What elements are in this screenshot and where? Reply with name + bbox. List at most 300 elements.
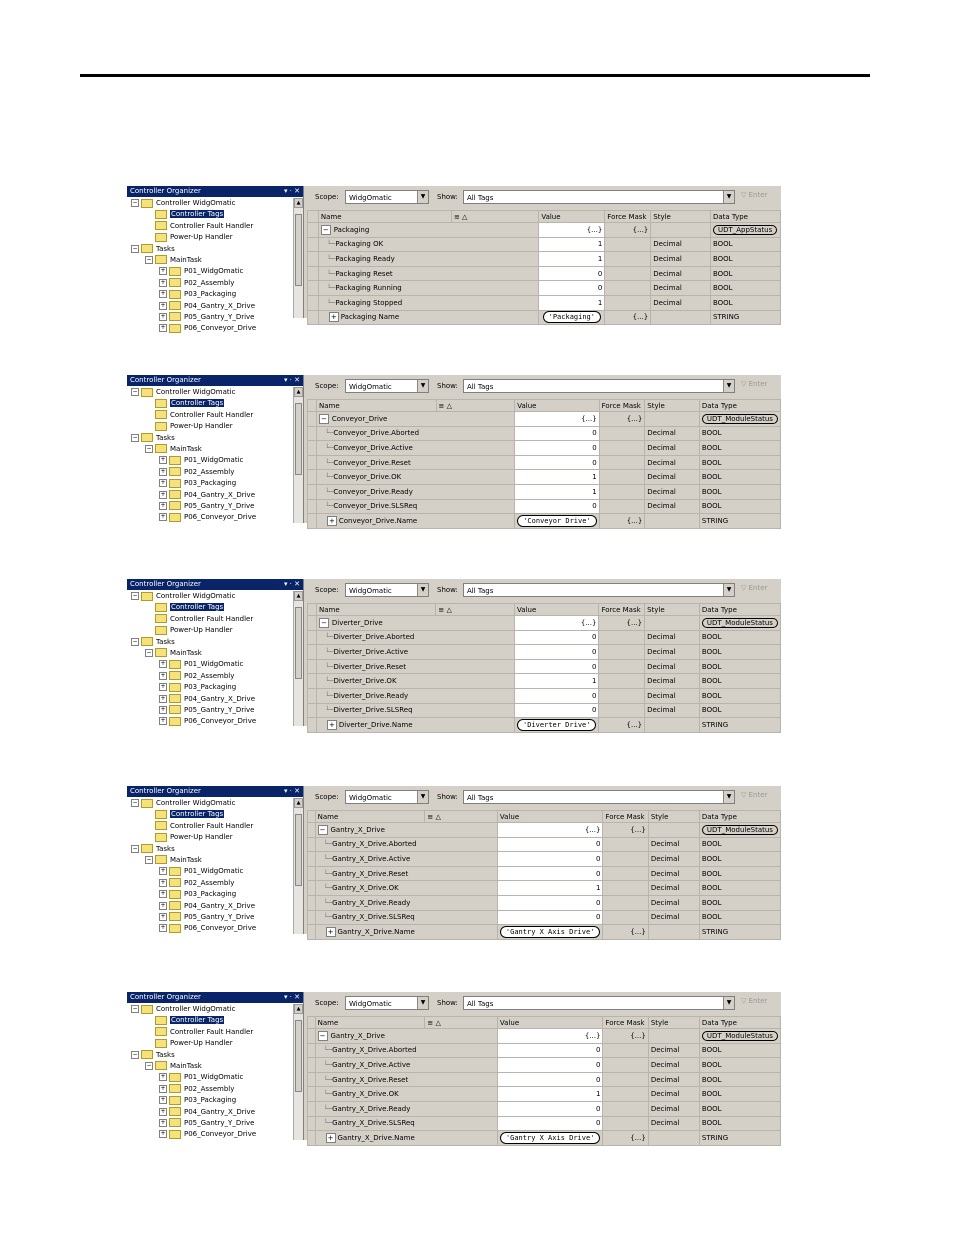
organizer-scrollbar[interactable] [293,1004,303,1140]
row-header[interactable] [308,1087,316,1102]
column-header-style[interactable]: Style [648,1017,699,1029]
row-header[interactable] [308,455,317,470]
table-row[interactable] [308,837,781,852]
expand-toggle-icon[interactable]: + [160,683,166,691]
force-mask-cell[interactable] [603,1116,648,1131]
tree-item[interactable] [131,1107,293,1118]
style-cell[interactable]: Decimal [651,295,711,310]
tree-item[interactable] [131,878,293,889]
expand-toggle-icon[interactable]: + [160,705,166,713]
table-row[interactable] [308,852,781,867]
style-cell[interactable]: Decimal [645,645,700,660]
column-header-name[interactable]: Name [316,400,436,412]
style-cell[interactable]: Decimal [645,674,700,689]
tag-name-cell[interactable] [316,412,514,427]
expand-toggle-icon[interactable]: − [146,255,152,263]
data-type-cell[interactable] [699,412,780,427]
tree-item[interactable] [131,659,293,670]
tag-name-cell[interactable] [317,616,515,631]
tree-item[interactable] [131,809,293,820]
style-cell[interactable]: Decimal [648,1116,699,1131]
filter-icon[interactable]: ▽ Enter [741,191,768,199]
force-mask-cell[interactable] [599,455,645,470]
value-cell[interactable]: {...} [497,1029,603,1044]
tree-item[interactable] [131,1004,293,1015]
tag-name-cell[interactable] [316,499,514,514]
tree-item[interactable] [131,591,293,602]
chevron-down-icon[interactable]: ▼ [723,584,734,596]
expand-toggle-icon[interactable]: + [160,717,166,725]
row-header[interactable] [308,426,317,441]
scroll-thumb[interactable] [295,607,302,679]
tag-name-cell[interactable] [315,1131,497,1146]
expand-toggle-icon[interactable]: + [160,1107,166,1115]
close-icon[interactable]: ▾ · ✕ [283,376,300,384]
data-type-cell[interactable] [710,223,780,238]
force-mask-cell[interactable] [605,295,651,310]
column-header-name[interactable]: Name [317,604,436,616]
force-mask-cell[interactable]: {...} [599,412,645,427]
expand-toggle-icon[interactable]: + [160,878,166,886]
value-cell[interactable]: 0 [515,659,599,674]
force-mask-cell[interactable] [603,1072,648,1087]
tag-name-cell[interactable] [315,1101,497,1116]
tree-item[interactable] [131,694,293,705]
tag-name-cell[interactable] [317,703,515,718]
table-row[interactable] [308,630,781,645]
expand-icon[interactable]: + [327,1133,334,1142]
tree-item[interactable] [131,467,293,478]
tag-name-cell[interactable] [315,1072,497,1087]
style-cell[interactable]: Decimal [648,910,699,925]
force-mask-cell[interactable] [605,281,651,296]
row-header[interactable] [308,852,316,867]
scroll-thumb[interactable] [295,403,302,475]
table-row[interactable] [308,310,781,325]
row-header[interactable] [308,616,317,631]
row-header[interactable] [308,1058,316,1073]
expand-toggle-icon[interactable]: − [132,799,138,806]
tree-item[interactable] [131,255,293,266]
tree-item[interactable] [131,602,293,613]
tag-name-cell[interactable] [315,881,497,896]
style-cell[interactable]: Decimal [648,895,699,910]
tag-name-cell[interactable] [315,925,497,940]
row-header[interactable] [308,659,317,674]
column-header-force-mask[interactable]: Force Mask [603,811,648,823]
row-header[interactable] [308,1072,316,1087]
tree-item[interactable] [131,289,293,300]
tree-item[interactable] [131,1118,293,1129]
row-header[interactable] [308,910,316,925]
value-cell[interactable]: 0 [539,266,605,281]
style-cell[interactable] [648,823,699,838]
organizer-scrollbar[interactable] [293,798,303,934]
tree-item[interactable] [131,278,293,289]
value-cell[interactable]: 0 [515,645,599,660]
tag-name-cell[interactable] [315,910,497,925]
table-row[interactable] [308,823,781,838]
column-header-style[interactable]: Style [645,400,700,412]
value-cell[interactable]: 0 [515,630,599,645]
tag-name-cell[interactable] [316,484,514,499]
scroll-up-icon[interactable]: ▲ [294,798,303,808]
tag-name-cell[interactable] [315,823,497,838]
style-cell[interactable]: Decimal [648,1043,699,1058]
row-header[interactable] [308,499,317,514]
force-mask-cell[interactable] [603,1101,648,1116]
tree-item[interactable] [131,1095,293,1106]
expand-toggle-icon[interactable]: + [160,490,166,498]
scope-select[interactable] [345,790,429,804]
scroll-thumb[interactable] [295,214,302,286]
style-cell[interactable]: Decimal [651,237,711,252]
row-header-corner[interactable] [308,604,317,616]
value-cell[interactable]: 0 [515,499,599,514]
expand-toggle-icon[interactable]: + [160,671,166,679]
tag-name-cell[interactable] [318,252,538,267]
column-header-style[interactable]: Style [645,604,700,616]
row-header[interactable] [308,237,319,252]
expand-toggle-icon[interactable]: + [160,456,166,464]
table-row[interactable] [308,688,781,703]
style-cell[interactable] [645,616,700,631]
value-cell[interactable]: 0 [497,895,603,910]
column-header-data-type[interactable]: Data Type [699,811,780,823]
tree-item[interactable] [131,1129,293,1140]
column-header-force-mask[interactable]: Force Mask [605,211,651,223]
row-header-corner[interactable] [308,811,316,823]
column-header-sort[interactable]: ≡ △ [436,604,515,616]
table-row[interactable] [308,514,781,529]
tree-item[interactable] [131,844,293,855]
table-row[interactable] [308,895,781,910]
tree-item[interactable] [131,444,293,455]
table-row[interactable] [308,223,781,238]
tree-item[interactable] [131,1015,293,1026]
tree-item[interactable] [131,705,293,716]
column-header-data-type[interactable]: Data Type [699,1017,780,1029]
row-header[interactable] [308,223,319,238]
row-header[interactable] [308,645,317,660]
force-mask-cell[interactable] [605,237,651,252]
tag-name-cell[interactable] [316,470,514,485]
style-cell[interactable]: Decimal [645,630,700,645]
force-mask-cell[interactable] [603,895,648,910]
tag-name-cell[interactable] [318,281,538,296]
expand-icon[interactable]: + [330,313,337,322]
expand-toggle-icon[interactable]: + [160,1130,166,1138]
style-cell[interactable] [648,925,699,940]
expand-toggle-icon[interactable]: − [146,855,152,863]
tag-name-cell[interactable] [317,688,515,703]
column-header-name[interactable]: Name [318,211,451,223]
expand-toggle-icon[interactable]: + [160,912,166,920]
table-row[interactable] [308,645,781,660]
style-cell[interactable]: Decimal [645,426,700,441]
tree-item[interactable] [131,455,293,466]
table-row[interactable] [308,455,781,470]
row-header[interactable] [308,484,317,499]
style-cell[interactable] [651,310,711,325]
row-header[interactable] [308,881,316,896]
value-cell[interactable]: 1 [515,484,599,499]
table-row[interactable] [308,1029,781,1044]
force-mask-cell[interactable] [599,645,645,660]
filter-icon[interactable]: ▽ Enter [741,380,768,388]
force-mask-cell[interactable]: {...} [603,925,648,940]
value-cell[interactable]: 0 [497,837,603,852]
table-row[interactable] [308,674,781,689]
style-cell[interactable]: Decimal [648,852,699,867]
tag-name-cell[interactable] [317,674,515,689]
scope-select[interactable] [345,190,429,204]
scroll-up-icon[interactable]: ▲ [294,387,303,397]
tree-item[interactable] [131,821,293,832]
table-row[interactable] [308,925,781,940]
collapse-icon[interactable]: − [319,825,326,834]
tree-item[interactable] [131,614,293,625]
organizer-scrollbar[interactable] [293,387,303,523]
force-mask-cell[interactable]: {...} [599,718,645,733]
table-row[interactable] [308,703,781,718]
data-type-cell[interactable] [699,616,780,631]
tree-item[interactable] [131,209,293,220]
style-cell[interactable]: Decimal [645,441,700,456]
table-row[interactable] [308,295,781,310]
scope-select[interactable] [345,583,429,597]
style-cell[interactable]: Decimal [648,1058,699,1073]
table-row[interactable] [308,718,781,733]
expand-toggle-icon[interactable]: + [160,1118,166,1126]
column-header-sort[interactable]: ≡ △ [425,811,497,823]
column-header-data-type[interactable]: Data Type [710,211,780,223]
row-header[interactable] [308,470,317,485]
show-select[interactable] [463,190,735,204]
style-cell[interactable]: Decimal [645,455,700,470]
row-header[interactable] [308,925,316,940]
expand-toggle-icon[interactable]: + [160,867,166,875]
tag-name-cell[interactable] [317,718,515,733]
tree-item[interactable] [131,923,293,934]
table-row[interactable] [308,1087,781,1102]
force-mask-cell[interactable]: {...} [603,823,648,838]
tree-item[interactable] [131,244,293,255]
value-cell[interactable]: 1 [539,295,605,310]
tag-name-cell[interactable] [315,1029,497,1044]
force-mask-cell[interactable] [599,499,645,514]
expand-toggle-icon[interactable]: + [160,901,166,909]
value-cell[interactable]: 0 [497,910,603,925]
tag-name-cell[interactable] [315,866,497,881]
force-mask-cell[interactable] [599,441,645,456]
data-type-cell[interactable] [699,823,780,838]
force-mask-cell[interactable] [599,630,645,645]
table-row[interactable] [308,1131,781,1146]
table-row[interactable] [308,281,781,296]
force-mask-cell[interactable] [605,252,651,267]
expand-icon[interactable]: + [328,516,335,525]
chevron-down-icon[interactable]: ▼ [417,584,428,596]
tree-item[interactable] [131,323,293,334]
style-cell[interactable] [645,718,700,733]
tag-name-cell[interactable] [315,895,497,910]
expand-toggle-icon[interactable]: − [132,199,138,206]
style-cell[interactable]: Decimal [651,281,711,296]
tag-name-cell[interactable] [318,223,538,238]
row-header[interactable] [308,895,316,910]
value-cell[interactable]: 0 [515,441,599,456]
tag-name-cell[interactable] [318,310,538,325]
tag-name-cell[interactable] [318,266,538,281]
column-header-data-type[interactable]: Data Type [699,604,780,616]
style-cell[interactable]: Decimal [648,1087,699,1102]
tree-item[interactable] [131,648,293,659]
close-icon[interactable]: ▾ · ✕ [283,787,300,795]
column-header-data-type[interactable]: Data Type [699,400,780,412]
expand-toggle-icon[interactable]: − [132,1005,138,1012]
tag-name-cell[interactable] [317,630,515,645]
expand-toggle-icon[interactable]: + [160,312,166,320]
tag-name-cell[interactable] [315,1087,497,1102]
expand-icon[interactable]: + [327,927,334,936]
tag-name-cell[interactable] [315,1116,497,1131]
row-header-corner[interactable] [308,211,319,223]
tree-item[interactable] [131,798,293,809]
tag-name-cell[interactable] [316,441,514,456]
column-header-style[interactable]: Style [648,811,699,823]
table-row[interactable] [308,237,781,252]
value-cell[interactable]: 0 [497,866,603,881]
style-cell[interactable]: Decimal [648,837,699,852]
expand-toggle-icon[interactable]: − [132,637,138,645]
expand-toggle-icon[interactable]: + [160,467,166,475]
value-cell[interactable]: 0 [515,688,599,703]
tree-item[interactable] [131,266,293,277]
expand-toggle-icon[interactable]: − [132,433,138,441]
tree-item[interactable] [131,301,293,312]
value-cell[interactable]: 0 [515,703,599,718]
row-header[interactable] [308,688,317,703]
tree-item[interactable] [131,912,293,923]
expand-toggle-icon[interactable]: − [132,244,138,252]
expand-toggle-icon[interactable]: + [160,924,166,932]
row-header[interactable] [308,866,316,881]
tag-name-cell[interactable] [316,426,514,441]
column-header-sort[interactable]: ≡ △ [436,400,515,412]
scope-select[interactable] [345,996,429,1010]
force-mask-cell[interactable]: {...} [599,514,645,529]
table-row[interactable] [308,470,781,485]
scroll-thumb[interactable] [295,814,302,886]
filter-icon[interactable]: ▽ Enter [741,997,768,1005]
expand-toggle-icon[interactable]: + [160,1073,166,1081]
chevron-down-icon[interactable]: ▼ [417,791,428,803]
table-row[interactable] [308,1072,781,1087]
scroll-up-icon[interactable]: ▲ [294,591,303,601]
force-mask-cell[interactable] [599,703,645,718]
tag-name-cell[interactable] [318,237,538,252]
force-mask-cell[interactable] [603,1087,648,1102]
tree-item[interactable] [131,671,293,682]
expand-toggle-icon[interactable]: + [160,890,166,898]
tree-item[interactable] [131,433,293,444]
column-header-force-mask[interactable]: Force Mask [603,1017,648,1029]
table-row[interactable] [308,499,781,514]
value-cell[interactable]: {...} [539,223,605,238]
table-row[interactable] [308,441,781,456]
column-header-force-mask[interactable]: Force Mask [599,400,645,412]
tag-name-cell[interactable] [317,659,515,674]
tree-item[interactable] [131,1050,293,1061]
tag-name-cell[interactable] [315,1058,497,1073]
chevron-down-icon[interactable]: ▼ [417,191,428,203]
force-mask-cell[interactable] [603,852,648,867]
expand-toggle-icon[interactable]: − [146,1061,152,1069]
value-cell[interactable]: 0 [497,1072,603,1087]
value-cell[interactable]: 0 [497,1101,603,1116]
value-cell[interactable] [539,310,605,325]
expand-toggle-icon[interactable]: − [132,1050,138,1058]
force-mask-cell[interactable] [605,266,651,281]
style-cell[interactable]: Decimal [645,470,700,485]
expand-toggle-icon[interactable]: − [146,648,152,656]
tree-item[interactable] [131,198,293,209]
expand-toggle-icon[interactable]: − [132,592,138,599]
table-row[interactable] [308,659,781,674]
style-cell[interactable] [651,223,711,238]
row-header[interactable] [308,823,316,838]
table-row[interactable] [308,266,781,281]
chevron-down-icon[interactable]: ▼ [723,997,734,1009]
chevron-down-icon[interactable]: ▼ [417,380,428,392]
table-row[interactable] [308,1116,781,1131]
tree-item[interactable] [131,387,293,398]
tree-item[interactable] [131,221,293,232]
value-cell[interactable]: 0 [497,1058,603,1073]
filter-icon[interactable]: ▽ Enter [741,791,768,799]
expand-toggle-icon[interactable]: + [160,278,166,286]
collapse-icon[interactable]: − [322,225,329,234]
value-cell[interactable]: 0 [497,1116,603,1131]
chevron-down-icon[interactable]: ▼ [723,191,734,203]
row-header[interactable] [308,703,317,718]
tree-item[interactable] [131,398,293,409]
value-cell[interactable] [497,925,603,940]
tag-name-cell[interactable] [315,837,497,852]
tree-item[interactable] [131,855,293,866]
expand-toggle-icon[interactable]: + [160,1096,166,1104]
table-row[interactable] [308,252,781,267]
tree-item[interactable] [131,1038,293,1049]
expand-toggle-icon[interactable]: + [160,290,166,298]
force-mask-cell[interactable] [603,910,648,925]
force-mask-cell[interactable] [599,659,645,674]
tree-item[interactable] [131,682,293,693]
tree-item[interactable] [131,232,293,243]
expand-toggle-icon[interactable]: − [146,444,152,452]
style-cell[interactable]: Decimal [645,499,700,514]
row-header[interactable] [308,1116,316,1131]
column-header-value[interactable]: Value [539,211,605,223]
force-mask-cell[interactable]: {...} [603,1131,648,1146]
table-row[interactable] [308,1101,781,1116]
row-header[interactable] [308,281,319,296]
data-type-cell[interactable] [699,1029,780,1044]
row-header[interactable] [308,1029,316,1044]
force-mask-cell[interactable] [599,470,645,485]
table-row[interactable] [308,910,781,925]
